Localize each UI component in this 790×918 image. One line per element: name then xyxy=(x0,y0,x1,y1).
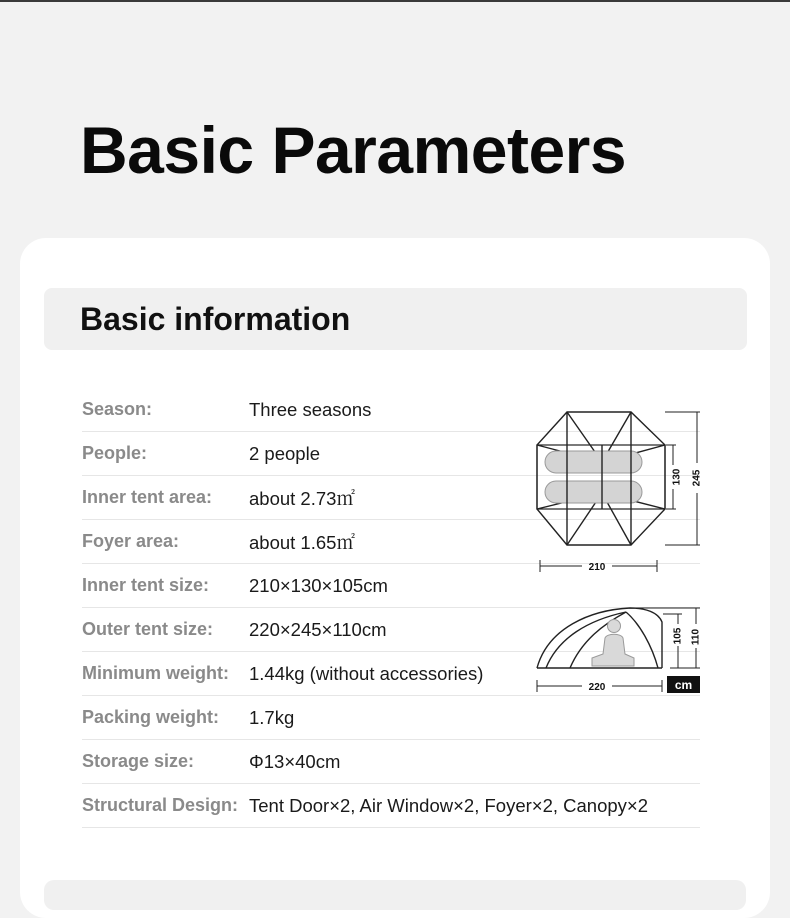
spec-value: about 1.65㎡ xyxy=(249,531,355,553)
section-title: Basic information xyxy=(80,301,351,337)
unit-badge-label: cm xyxy=(674,678,693,692)
next-section-card xyxy=(44,880,746,910)
dim-outer-depth: 245 xyxy=(691,469,703,487)
spec-value: Φ13×40cm xyxy=(249,750,341,772)
spec-value: 1.7kg xyxy=(249,706,295,728)
top-border xyxy=(0,0,790,2)
spec-label: Inner tent area: xyxy=(82,487,213,507)
spec-label: Inner tent size: xyxy=(82,575,210,595)
spec-label: People: xyxy=(82,443,148,463)
spec-label: Storage size: xyxy=(82,751,195,771)
spec-value: 1.44kg (without accessories) xyxy=(249,662,484,684)
spec-label: Structural Design: xyxy=(82,795,239,815)
dim-inner-height: 105 xyxy=(672,627,684,645)
spec-value: about 2.73㎡ xyxy=(249,487,355,509)
spec-value: 220×245×110cm xyxy=(249,618,387,640)
spec-value: 2 people xyxy=(249,442,320,464)
spec-value: Tent Door×2, Air Window×2, Foyer×2, Canopy×2 xyxy=(249,794,648,816)
spec-row-packing-weight xyxy=(82,696,700,740)
dim-inner-length: 210 xyxy=(588,562,606,573)
person-silhouette xyxy=(592,620,634,667)
spec-label: Foyer area: xyxy=(82,531,180,551)
spec-row-structural-design xyxy=(82,784,700,828)
spec-label: Season: xyxy=(82,399,153,419)
spec-value: 210×130×105cm xyxy=(249,574,388,596)
spec-label: Packing weight: xyxy=(82,707,220,727)
page-title: Basic Parameters xyxy=(80,113,627,187)
spec-value: Three seasons xyxy=(249,398,372,420)
tent-top-view-diagram xyxy=(530,405,705,580)
spec-label: Outer tent size: xyxy=(82,619,214,639)
spec-row-storage-size xyxy=(82,740,700,784)
dim-outer-length: 220 xyxy=(588,682,606,693)
spec-label: Minimum weight: xyxy=(82,663,229,683)
tent-side-view-diagram xyxy=(530,600,705,700)
sleeping-bags xyxy=(545,451,642,503)
section-header xyxy=(44,288,747,350)
dim-inner-depth: 130 xyxy=(671,468,683,486)
outer-fly-outline xyxy=(537,412,665,545)
dim-outer-height: 110 xyxy=(690,628,702,646)
